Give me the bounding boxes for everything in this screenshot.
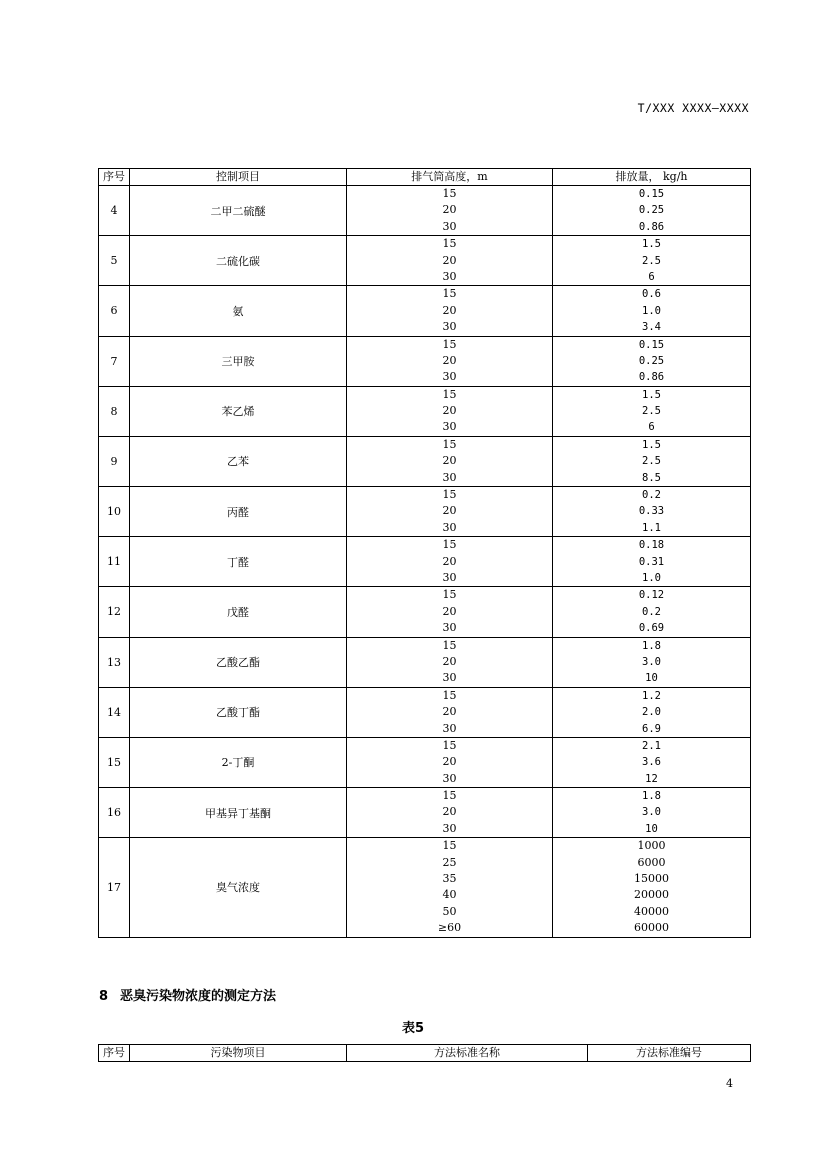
- emission-rate-value: 1.0: [642, 571, 661, 584]
- stack-height-value: 15: [442, 437, 457, 451]
- emission-rate-cell: [553, 788, 751, 838]
- control-item: 苯乙烯: [130, 386, 347, 436]
- stack-height-value: 30: [442, 420, 457, 434]
- stack-height-value: 15: [442, 638, 457, 652]
- table-row: [99, 637, 751, 687]
- emission-rate-cell: [553, 687, 751, 737]
- stack-height-cell: [347, 838, 553, 937]
- stack-height-value: 30: [442, 671, 457, 685]
- stack-height-cell: [347, 487, 553, 537]
- emission-rate-value: 6: [648, 421, 655, 434]
- emission-rate-cell: [553, 336, 751, 386]
- table-row: [99, 838, 751, 937]
- stack-height-value: 30: [442, 470, 457, 484]
- stack-height-value: 30: [442, 721, 457, 735]
- section-heading: [99, 985, 276, 1004]
- table-row: [99, 436, 751, 486]
- stack-height-value: 15: [442, 839, 457, 853]
- row-number: 12: [99, 587, 130, 637]
- column-header-height: 排气筒高度，m: [347, 169, 553, 186]
- table-row: [99, 587, 751, 637]
- table-row: [99, 737, 751, 787]
- row-number: 14: [99, 687, 130, 737]
- row-number: 8: [99, 386, 130, 436]
- emission-rate-value: 3.6: [642, 756, 661, 769]
- table-header-row: [99, 169, 751, 186]
- column-header-method-code: 方法标准编号: [588, 1045, 751, 1062]
- stack-height-value: ≥60: [437, 921, 462, 935]
- emission-rate-value: 20000: [634, 888, 669, 902]
- emission-rate-value: 0.18: [638, 539, 665, 552]
- stack-height-value: 20: [442, 404, 457, 418]
- row-number: 10: [99, 487, 130, 537]
- emission-rate-value: 3.4: [642, 321, 661, 334]
- emission-rate-value: 1.8: [642, 639, 661, 652]
- stack-height-value: 15: [442, 688, 457, 702]
- emission-rate-value: 6.9: [642, 722, 661, 735]
- emission-rate-value: 1.0: [642, 304, 661, 317]
- table-caption: 表5: [401, 1021, 425, 1036]
- stack-height-value: 20: [442, 654, 457, 668]
- emission-rate-value: 0.6: [642, 288, 661, 301]
- emission-rate-cell: [553, 386, 751, 436]
- stack-height-cell: [347, 286, 553, 336]
- column-header-pollutant: 污染物项目: [130, 1045, 347, 1062]
- stack-height-cell: [347, 386, 553, 436]
- emission-rate-value: 1000: [637, 839, 666, 853]
- row-number: 7: [99, 336, 130, 386]
- emission-rate-value: 3.0: [642, 655, 661, 668]
- column-header-no: 序号: [99, 169, 130, 186]
- stack-height-value: 20: [442, 303, 457, 317]
- document-code: T/XXX XXXX—XXXX: [637, 101, 749, 115]
- stack-height-cell: [347, 236, 553, 286]
- emission-rate-cell: [553, 537, 751, 587]
- stack-height-value: 30: [442, 821, 457, 835]
- emission-rate-value: 1.5: [642, 238, 661, 251]
- stack-height-cell: [347, 537, 553, 587]
- emission-rate-value: 0.69: [638, 622, 665, 635]
- stack-height-value: 20: [442, 253, 457, 267]
- stack-height-value: 30: [442, 570, 457, 584]
- emission-rate-value: 10: [645, 822, 658, 835]
- stack-height-value: 20: [442, 203, 457, 217]
- table-row: [99, 788, 751, 838]
- emission-rate-value: 8.5: [642, 471, 661, 484]
- stack-height-value: 20: [442, 504, 457, 518]
- emission-rate-value: 0.15: [638, 338, 665, 351]
- stack-height-value: 15: [442, 387, 457, 401]
- emission-rate-value: 1.5: [642, 438, 661, 451]
- stack-height-value: 30: [442, 621, 457, 635]
- emission-rate-value: 12: [645, 772, 658, 785]
- control-item: 臭气浓度: [130, 838, 347, 937]
- stack-height-value: 15: [442, 588, 457, 602]
- column-header-item: 控制项目: [130, 169, 347, 186]
- emission-rate-value: 1.8: [642, 790, 661, 803]
- stack-height-cell: [347, 436, 553, 486]
- stack-height-cell: [347, 186, 553, 236]
- stack-height-value: 15: [442, 237, 457, 251]
- emission-rate-value: 6: [648, 270, 655, 283]
- stack-height-value: 20: [442, 604, 457, 618]
- stack-height-value: 30: [442, 520, 457, 534]
- emission-rate-cell: [553, 236, 751, 286]
- row-number: 17: [99, 838, 130, 937]
- emission-rate-value: 2.5: [642, 455, 661, 468]
- emission-rate-value: 0.31: [638, 555, 665, 568]
- emission-rate-value: 6000: [637, 855, 666, 869]
- stack-height-cell: [347, 737, 553, 787]
- section-number: 8: [99, 989, 109, 1004]
- stack-height-value: 15: [442, 187, 457, 200]
- stack-height-value: 15: [442, 337, 457, 351]
- emission-rate-value: 1.2: [642, 689, 661, 702]
- stack-height-value: 25: [442, 855, 457, 869]
- emission-rate-cell: [553, 637, 751, 687]
- control-item: 三甲胺: [130, 336, 347, 386]
- emission-rate-value: 0.2: [642, 605, 661, 618]
- stack-height-value: 15: [442, 789, 457, 803]
- emission-rate-cell: [553, 737, 751, 787]
- stack-height-value: 30: [442, 320, 457, 334]
- emission-rate-cell: [553, 838, 751, 937]
- stack-height-value: 20: [442, 454, 457, 468]
- row-number: 5: [99, 236, 130, 286]
- emission-rate-value: 0.33: [638, 505, 665, 518]
- stack-height-value: 20: [442, 554, 457, 568]
- emission-rate-value: 0.86: [638, 220, 665, 233]
- control-item: 二硫化碳: [130, 236, 347, 286]
- emission-rate-cell: [553, 186, 751, 236]
- stack-height-value: 15: [442, 287, 457, 301]
- emission-rate-value: 2.5: [642, 254, 661, 267]
- control-item: 乙酸乙酯: [130, 637, 347, 687]
- stack-height-value: 30: [442, 219, 457, 233]
- section-title: 恶臭污染物浓度的测定方法: [120, 989, 277, 1004]
- control-item: 丙醛: [130, 487, 347, 537]
- stack-height-cell: [347, 336, 553, 386]
- table-row: [99, 386, 751, 436]
- emission-rate-value: 0.12: [638, 589, 665, 602]
- control-item: 2-丁酮: [130, 737, 347, 787]
- column-header-no: 序号: [99, 1045, 130, 1062]
- control-item: 甲基异丁基酮: [130, 788, 347, 838]
- table-row: [99, 186, 751, 236]
- emission-rate-value: 1.5: [642, 388, 661, 401]
- stack-height-value: 30: [442, 771, 457, 785]
- emission-rate-cell: [553, 436, 751, 486]
- table-row: [99, 687, 751, 737]
- emission-rate-value: 15000: [634, 872, 669, 886]
- emission-rate-value: 0.15: [638, 188, 665, 200]
- row-number: 6: [99, 286, 130, 336]
- control-item: 乙酸丁酯: [130, 687, 347, 737]
- emission-rate-value: 0.86: [638, 371, 665, 384]
- emission-rate-value: 0.2: [642, 489, 661, 502]
- row-number: 11: [99, 537, 130, 587]
- column-header-rate: 排放量， kg/h: [553, 169, 751, 186]
- control-item: 戊醛: [130, 587, 347, 637]
- stack-height-value: 30: [442, 370, 457, 384]
- emission-rate-value: 2.5: [642, 405, 661, 418]
- table-row: [99, 286, 751, 336]
- stack-height-value: 35: [442, 872, 457, 886]
- control-item: 丁醛: [130, 537, 347, 587]
- emission-rate-value: 10: [645, 672, 658, 685]
- stack-height-value: 50: [442, 904, 457, 918]
- stack-height-cell: [347, 587, 553, 637]
- stack-height-cell: [347, 637, 553, 687]
- measurement-methods-table: [98, 1044, 751, 1062]
- table-row: [99, 236, 751, 286]
- column-header-method-name: 方法标准名称: [347, 1045, 588, 1062]
- stack-height-value: 30: [442, 269, 457, 283]
- emission-rate-value: 1.1: [642, 521, 661, 534]
- stack-height-value: 20: [442, 755, 457, 769]
- stack-height-cell: [347, 788, 553, 838]
- table-row: [99, 537, 751, 587]
- page-number: 4: [726, 1077, 733, 1090]
- control-item: 二甲二硫醚: [130, 186, 347, 236]
- row-number: 9: [99, 436, 130, 486]
- control-item: 乙苯: [130, 436, 347, 486]
- table-header-row: [99, 1045, 751, 1062]
- emission-rate-value: 2.1: [642, 739, 661, 752]
- emission-rate-value: 0.25: [638, 354, 665, 367]
- stack-height-value: 15: [442, 538, 457, 552]
- row-number: 15: [99, 737, 130, 787]
- control-item: 氨: [130, 286, 347, 336]
- stack-height-value: 15: [442, 488, 457, 502]
- stack-height-value: 15: [442, 738, 457, 752]
- stack-height-value: 40: [442, 888, 457, 902]
- emission-rate-cell: [553, 286, 751, 336]
- row-number: 16: [99, 788, 130, 838]
- row-number: 13: [99, 637, 130, 687]
- emission-rate-value: 2.0: [642, 706, 661, 719]
- emission-rate-value: 40000: [634, 904, 669, 918]
- emission-rate-value: 3.0: [642, 806, 661, 819]
- table-row: [99, 336, 751, 386]
- emission-rate-value: 60000: [634, 921, 669, 935]
- table-row: [99, 487, 751, 537]
- stack-height-value: 20: [442, 805, 457, 819]
- row-number: 4: [99, 186, 130, 236]
- stack-height-value: 20: [442, 353, 457, 367]
- emission-rate-value: 0.25: [638, 204, 665, 217]
- emission-rate-cell: [553, 587, 751, 637]
- emission-rate-cell: [553, 487, 751, 537]
- emission-limits-body: [99, 186, 751, 938]
- emission-limits-table: [98, 168, 751, 938]
- stack-height-value: 20: [442, 705, 457, 719]
- stack-height-cell: [347, 687, 553, 737]
